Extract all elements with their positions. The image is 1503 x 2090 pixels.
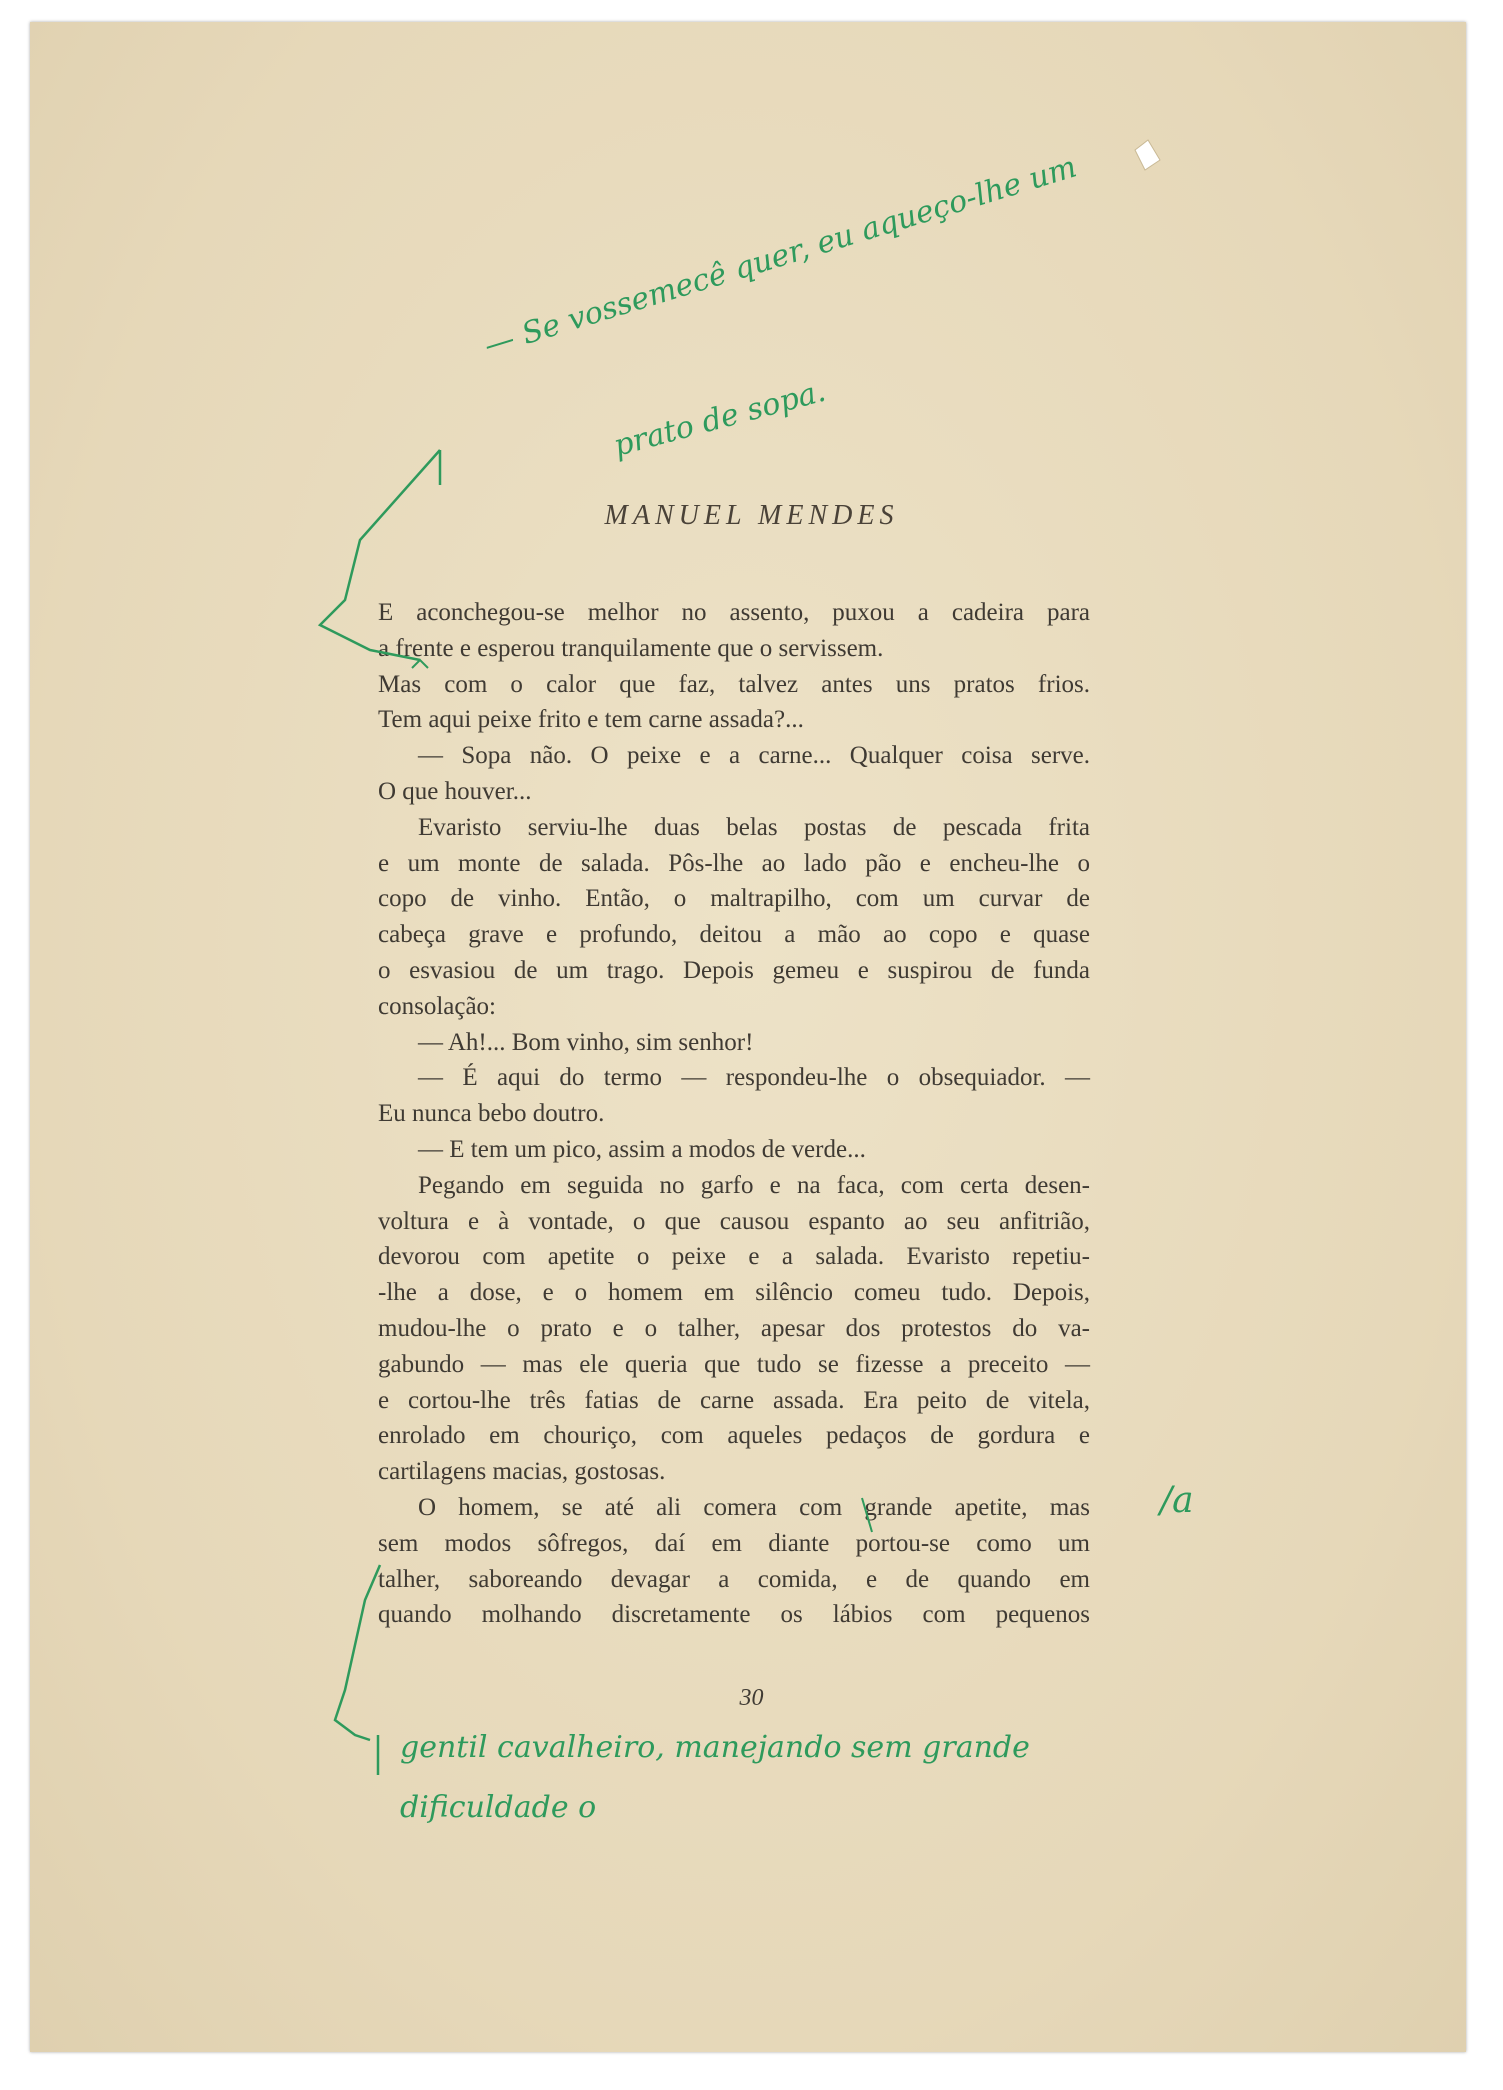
text-line: consolação: (378, 992, 497, 1020)
handwritten-insert-bottom-line1: gentil cavalheiro, manejando sem grande (400, 1730, 1030, 1765)
body-text (378, 595, 1090, 1633)
handwritten-insert-top-line2: prato de sopa. (610, 373, 830, 464)
handwritten-margin-note: /a (1160, 1480, 1194, 1521)
text-line: Mas com o calor que faz, talvez antes uns pratos frios. (378, 670, 1090, 698)
text-line: Pegando em seguida no garfo e na faca, com certa desen- (418, 1171, 1090, 1199)
text-line: sem modos sôfregos, daí em diante portou-se como um (378, 1529, 1090, 1557)
text-line: gabundo — mas ele queria que tudo se fizesse a preceito — (378, 1350, 1090, 1378)
text-line: e cortou-lhe três fatias de carne assada. Era peito de vitela, (378, 1386, 1090, 1414)
text-line: — Ah!... Bom vinho, sim senhor! (418, 1028, 754, 1056)
text-line: — Sopa não. O peixe e a carne... Qualquer coisa serve. (418, 742, 1090, 770)
text-line: — É aqui do termo — respondeu-lhe o obsequiador. — (418, 1064, 1090, 1092)
handwritten-insert-bottom-line2: dificuldade o (400, 1790, 597, 1825)
text-line: Evaristo serviu-lhe duas belas postas de pescada frita (418, 813, 1090, 841)
text-line: enrolado em chouriço, com aqueles pedaços de gordura e (378, 1422, 1090, 1450)
text-line: copo de vinho. Então, o maltrapilho, com um curvar de (378, 885, 1090, 913)
text-line: cabeça grave e profundo, deitou a mão ao copo e quase (378, 921, 1090, 949)
text-line: O homem, se até ali comera com grande apetite, mas (418, 1493, 1090, 1521)
text-line: quando molhando discretamente os lábios com pequenos (378, 1601, 1090, 1629)
text-line: mudou-lhe o prato e o talher, apesar dos protestos do va- (378, 1314, 1090, 1342)
text-line: a frente e esperou tranquilamente que o servissem. (378, 634, 884, 662)
text-line: voltura e à vontade, o que causou espanto ao seu anfitrião, (378, 1207, 1090, 1235)
text-line: e um monte de salada. Pôs-lhe ao lado pão e encheu-lhe o (378, 849, 1090, 877)
text-line: Tem aqui peixe frito e tem carne assada?... (378, 706, 804, 734)
text-line: Eu nunca bebo doutro. (378, 1100, 605, 1128)
text-line: devorou com apetite o peixe e a salada. Evaristo repetiu- (378, 1243, 1090, 1271)
page-number: 30 (739, 1685, 764, 1711)
text-line: talher, saboreando devagar a comida, e de quando em (378, 1565, 1090, 1593)
handwritten-insert-top-line1: — Se vossemecê quer, eu aqueço-lhe um (480, 149, 1081, 364)
running-header: MANUEL MENDES (604, 500, 899, 531)
text-line: -lhe a dose, e o homem em silêncio comeu tudo. Depois, (378, 1279, 1090, 1307)
text-line: O que houver... (378, 777, 532, 805)
text-line: cartilagens macias, gostosas. (378, 1458, 666, 1486)
text-line: — E tem um pico, assim a modos de verde... (418, 1135, 866, 1163)
text-line: E aconchegou-se melhor no assento, puxou a cadeira para (378, 599, 1090, 626)
text-line: o esvasiou de um trago. Depois gemeu e suspirou de funda (378, 956, 1090, 984)
